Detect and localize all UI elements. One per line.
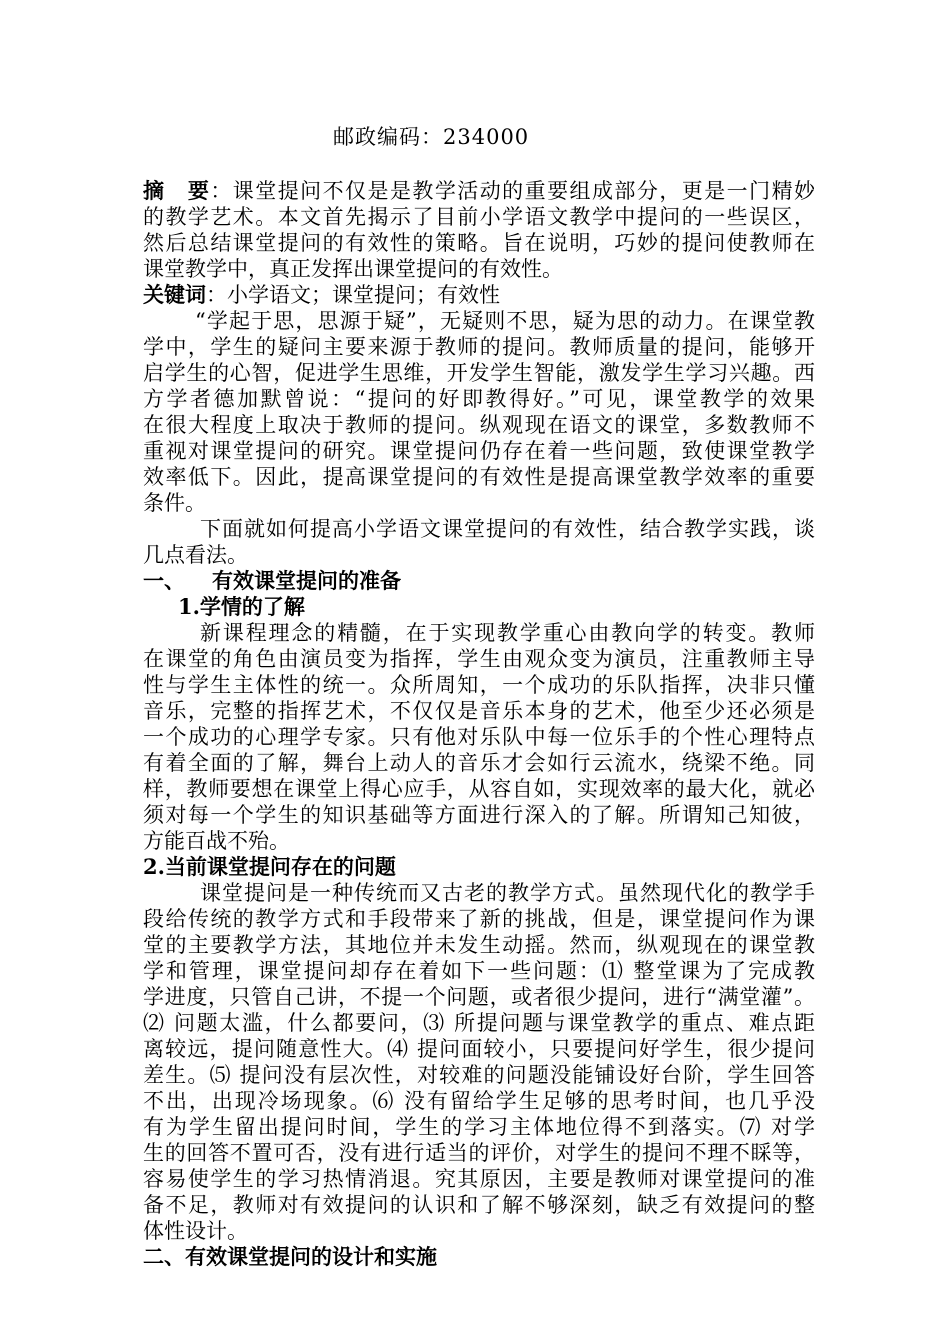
intro-p1-line-7: 效率低下。因此，提高课堂提问的有效性是提高课堂教学效率的重要 xyxy=(143,465,815,489)
sub2-line-4: 学和管理，课堂提问却存在着如下一些问题：⑴ 整堂课为了完成教 xyxy=(143,959,815,983)
intro-p1-line-5: 在很大程度上取决于教师的提问。纵观现在语文的课堂，多数教师不 xyxy=(143,413,815,437)
keywords-line xyxy=(143,282,815,308)
sub2-line-7: 离较远，提问随意性大。⑷ 提问面较小，只要提问好学生，很少提问 xyxy=(143,1037,815,1061)
sub2-line-5: 学进度，只管自己讲，不提一个问题，或者很少提问，进行“满堂灌”。 xyxy=(143,985,815,1009)
keywords-label: 关键词 xyxy=(143,282,206,307)
sub2-line-6: ⑵ 问题太滥，什么都要问，⑶ 所提问题与课堂教学的重点、难点距 xyxy=(143,1011,815,1035)
sub1-line-5: 一个成功的心理学专家。只有他对乐队中每一位乐手的个性心理特点 xyxy=(143,725,815,749)
abstract-line-3: 然后总结课堂提问的有效性的策略。旨在说明，巧妙的提问使教师在 xyxy=(143,231,815,255)
sub2-line-2: 段给传统的教学方式和手段带来了新的挑战，但是，课堂提问作为课 xyxy=(143,907,815,931)
abstract-line-2: 的教学艺术。本文首先揭示了目前小学语文教学中提问的一些误区， xyxy=(143,205,815,229)
intro-p1-line-1: “学起于思，思源于疑”，无疑则不思，疑为思的动力。在课堂教 xyxy=(195,309,815,333)
sub2-line-3: 堂的主要教学方法，其地位并未发生动摇。然而，纵观现在的课堂教 xyxy=(143,933,815,957)
sub2-line-12: 容易使学生的学习热情消退。究其原因，主要是教师对课堂提问的准 xyxy=(143,1167,815,1191)
abstract-text-1: ：课堂提问不仅是是教学活动的重要组成部分，更是一门精妙 xyxy=(210,179,816,203)
intro-p1-line-6: 重视对课堂提问的研究。课堂提问仍存在着一些问题，致使课堂教学 xyxy=(143,439,815,463)
section2-title: 二、有效课堂提问的设计和实施 xyxy=(143,1244,437,1269)
section1-number: 一、 xyxy=(143,568,185,593)
subsection2-title: 2.当前课堂提问存在的问题 xyxy=(143,854,396,879)
abstract-label: 摘 要 xyxy=(143,178,211,203)
intro-p2-line-1: 下面就如何提高小学语文课堂提问的有效性，结合教学实践，谈 xyxy=(200,517,815,541)
sub2-line-14: 体性设计。 xyxy=(143,1219,248,1243)
sub1-line-6: 有着全面的了解，舞台上动人的音乐才会如行云流水，绕梁不绝。同 xyxy=(143,751,815,775)
sub2-line-9: 不出，出现冷场现象。⑹ 没有留给学生足够的思考时间，也几乎没 xyxy=(143,1089,815,1113)
intro-p1-line-8: 条件。 xyxy=(143,491,206,515)
sub1-line-4: 音乐，完整的指挥艺术，不仅仅是音乐本身的艺术，他至少还必须是 xyxy=(143,699,815,723)
sub1-line-2: 在课堂的角色由演员变为指挥，学生由观众变为演员，注重教师主导 xyxy=(143,647,815,671)
sub2-line-1: 课堂提问是一种传统而又古老的教学方式。虽然现代化的教学手 xyxy=(200,881,815,905)
intro-p1-line-4: 方学者德加默曾说：“提问的好即教得好。”可见，课堂教学的效果 xyxy=(143,387,815,411)
section1-title: 有效课堂提问的准备 xyxy=(212,568,401,593)
abstract-line-4: 课堂教学中，真正发挥出课堂提问的有效性。 xyxy=(143,257,563,281)
sub2-line-10: 有为学生留出提问时间，学生的学习主体地位得不到落实。⑺ 对学 xyxy=(143,1115,815,1139)
intro-p1-line-3: 启学生的心智，促进学生思维，开发学生智能，激发学生学习兴趣。西 xyxy=(143,361,815,385)
sub1-line-8: 须对每一个学生的知识基础等方面进行深入的了解。所谓知己知彼， xyxy=(143,803,815,827)
intro-p1-line-2: 学中，学生的疑问主要来源于教师的提问。教师质量的提问，能够开 xyxy=(143,335,815,359)
sub1-line-3: 性与学生主体性的统一。众所周知，一个成功的乐队指挥，决非只懂 xyxy=(143,673,815,697)
sub2-line-11: 生的回答不置可否，没有进行适当的评价，对学生的提问不理不睬等， xyxy=(143,1141,815,1165)
subsection1-title: 1.学情的了解 xyxy=(178,594,305,619)
sub2-line-13: 备不足，教师对有效提问的认识和了解不够深刻，缺乏有效提问的整 xyxy=(143,1193,815,1217)
sub1-line-9: 方能百战不殆。 xyxy=(143,829,290,853)
abstract-line-1 xyxy=(143,178,815,204)
sub2-line-8: 差生。⑸ 提问没有层次性，对较难的问题没能铺设好台阶，学生回答 xyxy=(143,1063,815,1087)
sub1-line-7: 样，教师要想在课堂上得心应手，从容自如，实现效率的最大化，就必 xyxy=(143,777,815,801)
sub1-line-1: 新课程理念的精髓，在于实现教学重心由教向学的转变。教师 xyxy=(200,621,815,645)
postal-code: 邮政编码：234000 xyxy=(333,125,530,149)
keywords-text: ：小学语文；课堂提问；有效性 xyxy=(206,283,500,307)
intro-p2-line-2: 几点看法。 xyxy=(143,543,248,567)
